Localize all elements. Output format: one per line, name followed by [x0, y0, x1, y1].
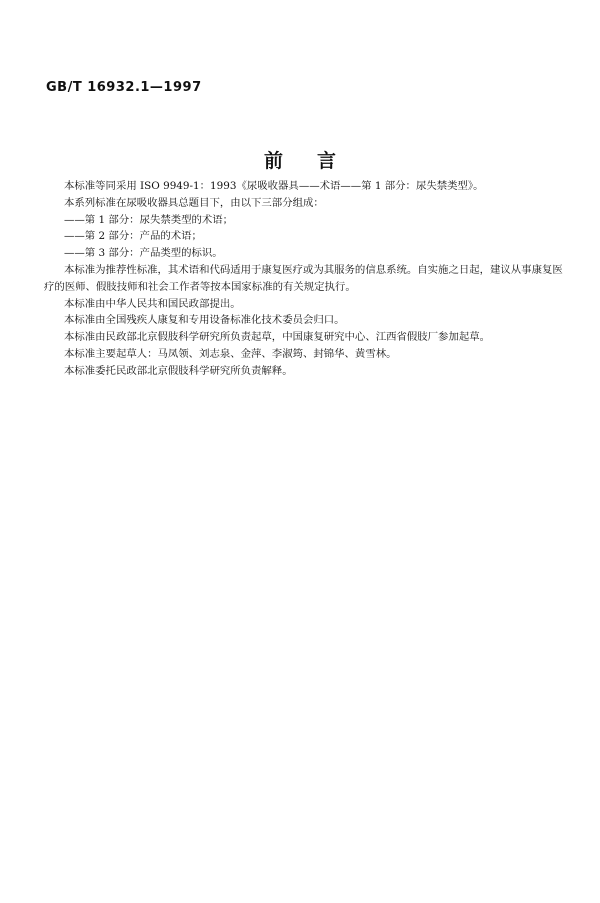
list-item-part-3: ——第 3 部分：产品类型的标识。 — [64, 247, 223, 260]
page-title: 前言 — [263, 150, 370, 172]
paragraph-drafters-org: 本标准由民政部北京假肢科学研究所负责起草，中国康复研究中心、江西省假肢厂参加起草。 — [64, 331, 491, 344]
paragraph-drafters: 本标准主要起草人：马凤领、刘志泉、金萍、李淑筠、封锦华、黄雪林。 — [64, 347, 397, 360]
list-item-part-2: ——第 2 部分：产品的术语； — [64, 230, 202, 243]
paragraph-adoption: 本标准等同采用 ISO 9949-1：1993《尿吸收器具——术语——第 1 部分：尿失禁类型》。 — [64, 180, 484, 192]
standard-number: GB/T 16932.1—1997 — [46, 80, 202, 95]
paragraph-committee: 本标准由全国残疾人康复和专用设备标准化技术委员会归口。 — [64, 314, 345, 327]
paragraph-interpretation: 本标准委托民政部北京假肢科学研究所负责解释。 — [64, 364, 293, 377]
foreword-body — [44, 178, 564, 380]
paragraph-proposer: 本标准由中华人民共和国民政部提出。 — [64, 297, 241, 310]
list-item-part-1: ——第 1 部分：尿失禁类型的术语； — [64, 213, 234, 226]
paragraph-recommendation: 本标准为推荐性标准，其术语和代码适用于康复医疗或为其服务的信息系统。自实施之日起，建议从事康复医疗的医师、假肢技师和社会工作者等按本国家标准的有关规定执行。 — [44, 263, 563, 293]
paragraph-series: 本系列标准在尿吸收器具总题目下，由以下三部分组成： — [64, 196, 324, 209]
